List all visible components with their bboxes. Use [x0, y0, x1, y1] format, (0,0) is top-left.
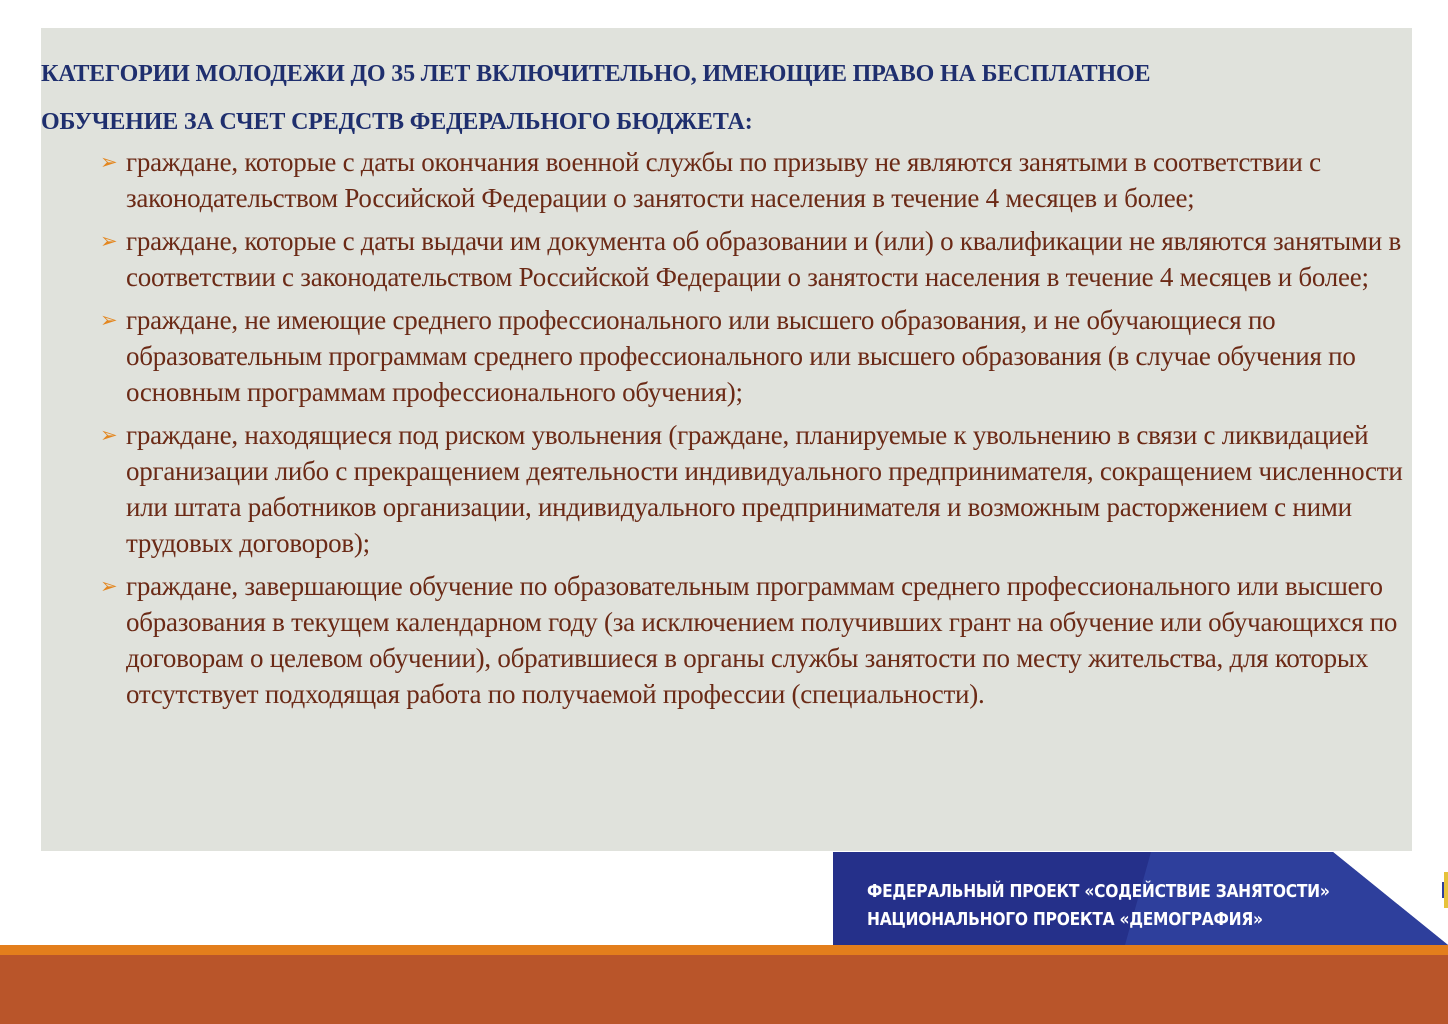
footer-stripe-orange — [0, 945, 1448, 955]
project-banner — [833, 852, 1448, 945]
list-item — [100, 302, 1418, 410]
list-item-text: граждане, находящиеся под риском увольнения (граждане, планируемые к увольнению в связи с ликвидацией организации либо с прекращением деятельности индивидуального предпринимателя, сокращением численности или штата работников организации, индивидуального предпринимателя и возможным расторжением с ними трудовых договоров); — [126, 420, 1403, 558]
list-item-text: граждане, не имеющие среднего профессионального или высшего образования, и не обучающиеся по образовательным программам среднего профессионального или высшего образования (в случае обучения по основным программам профессионального обучения); — [126, 305, 1356, 407]
arrow-bullet-icon: ➢ — [100, 574, 118, 598]
list-item — [100, 417, 1418, 561]
list-item — [100, 568, 1418, 712]
arrow-bullet-icon: ➢ — [100, 423, 118, 447]
list-item — [100, 223, 1418, 295]
list-item-text: граждане, завершающие обучение по образовательным программам среднего профессионального или высшего образования в текущем календарном году (за исключением получивших грант на обучение или обучающихся по договорам о целевом обучении), обратившиеся в органы службы занятости по месту жительства, для которых отсутствует подходящая работа по получаемой профессии (специальности). — [126, 571, 1398, 709]
edge-accent-icon — [1442, 872, 1448, 908]
list-item-text: граждане, которые с даты окончания военной службы по призыву не являются занятыми в соответствии с законодательством Российской Федерации о занятости населения в течение 4 месяцев и более; — [126, 147, 1321, 213]
page-title-line-2: ОБУЧЕНИЕ ЗА СЧЕТ СРЕДСТВ ФЕДЕРАЛЬНОГО БЮДЖЕТА: — [41, 109, 753, 135]
banner-line-2: НАЦИОНАЛЬНОГО ПРОЕКТА «ДЕМОГРАФИЯ» — [867, 909, 1263, 930]
page-title — [41, 50, 1401, 146]
arrow-bullet-icon: ➢ — [100, 229, 118, 253]
arrow-bullet-icon: ➢ — [100, 150, 118, 174]
arrow-bullet-icon: ➢ — [100, 308, 118, 332]
list-item — [100, 144, 1418, 216]
banner-text — [867, 878, 1330, 934]
page-title-line-1: КАТЕГОРИИ МОЛОДЕЖИ ДО 35 ЛЕТ ВКЛЮЧИТЕЛЬНО, ИМЕЮЩИЕ ПРАВО НА БЕСПЛАТНОЕ — [41, 61, 1151, 87]
list-item-text: граждане, которые с даты выдачи им документа об образовании и (или) о квалификации не являются занятыми в соответствии с законодательством Российской Федерации о занятости населения в течение 4 месяцев и более; — [126, 226, 1401, 292]
footer-stripe-rust — [0, 955, 1448, 1024]
categories-list — [100, 144, 1418, 719]
banner-line-1: ФЕДЕРАЛЬНЫЙ ПРОЕКТ «СОДЕЙСТВИЕ ЗАНЯТОСТИ» — [867, 881, 1330, 902]
